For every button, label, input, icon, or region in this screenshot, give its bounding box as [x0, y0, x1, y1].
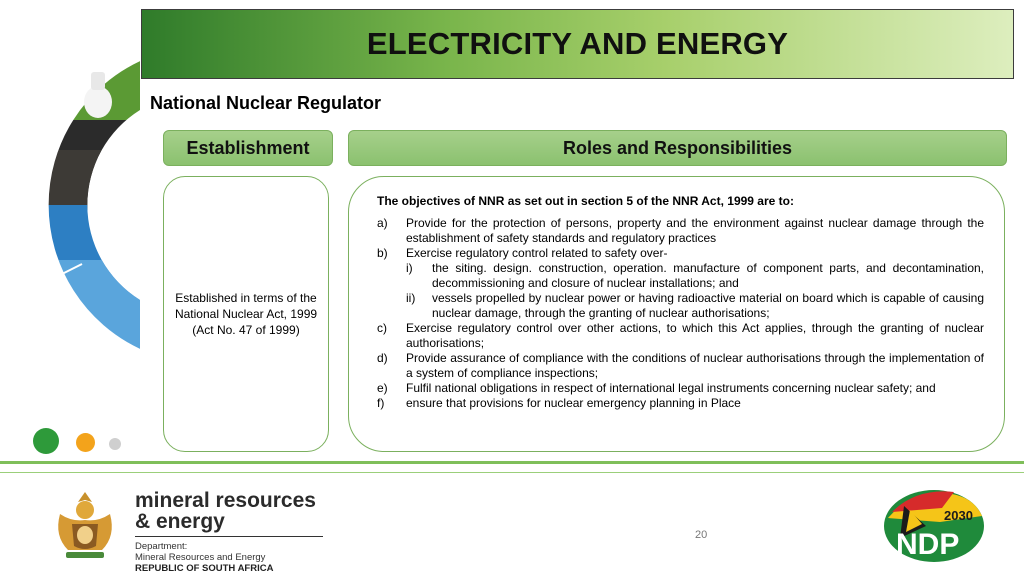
- ndp-text: NDP: [896, 528, 960, 561]
- list-marker: ii): [406, 291, 416, 305]
- list-text: ensure that provisions for nuclear emergency planning in Place: [406, 396, 741, 410]
- slide-subtitle: National Nuclear Regulator: [150, 93, 382, 113]
- list-marker: f): [377, 396, 385, 410]
- orange-dot: [76, 433, 95, 452]
- brand-line-2: & energy: [135, 510, 225, 533]
- objectives-heading: The objectives of NNR as set out in section 5 of the NNR Act, 1999 are to:: [377, 194, 794, 208]
- list-text: vessels propelled by nuclear power or having radioactive material on board which is capable of causing nuclear damage, through the granting of nuclear authorisations;: [432, 291, 984, 320]
- department-name: Mineral Resources and Energy: [135, 552, 266, 563]
- roles-box: [348, 176, 1005, 452]
- page-number: 20: [695, 529, 708, 541]
- list-marker: i): [406, 261, 413, 275]
- list-text: Exercise regulatory control related to safety over-: [406, 246, 668, 260]
- list-item: [377, 321, 984, 351]
- grey-dot: [109, 438, 121, 450]
- footer-divider: [0, 461, 1024, 464]
- department-branding: [135, 490, 323, 574]
- ndp-2030-logo: [882, 488, 986, 564]
- list-marker: e): [377, 381, 388, 395]
- department-label: Department:: [135, 541, 188, 552]
- list-text: Fulfil national obligations in respect of international legal instruments concerning nuclear safety; and: [406, 381, 936, 395]
- list-item: [377, 216, 984, 246]
- brand-line-1: mineral resources: [135, 489, 316, 512]
- list-text: the siting. design. construction, operation. manufacture of component parts, and decontamination, decommissioning and closure of nuclear installations; and: [432, 261, 984, 290]
- list-marker: b): [377, 246, 388, 260]
- list-marker: c): [377, 321, 387, 335]
- country-name: REPUBLIC OF SOUTH AFRICA: [135, 563, 274, 574]
- green-dot: [33, 428, 59, 454]
- list-text: Provide for the protection of persons, property and the environment against nuclear damage through the establishment of safety standards and regulatory practices: [406, 216, 984, 245]
- list-item: [377, 351, 984, 381]
- sub-list-item: [377, 291, 984, 321]
- list-item: [377, 246, 984, 261]
- footer-divider-thin: [0, 472, 1024, 473]
- slide-title: ELECTRICITY AND ENERGY: [366, 26, 789, 61]
- decorative-energy-image-ring: [0, 0, 140, 360]
- title-banner: [141, 9, 1014, 79]
- list-text: Exercise regulatory control over other actions, to which this Act applies, through the granting of nuclear authorisations;: [406, 321, 984, 350]
- list-text: Provide assurance of compliance with the conditions of nuclear authorisations through the implementation of a system of compliance inspections;: [406, 351, 984, 380]
- list-marker: a): [377, 216, 388, 230]
- sub-list-item: [377, 261, 984, 291]
- list-marker: d): [377, 351, 388, 365]
- coat-of-arms-logo: [50, 488, 120, 564]
- list-item: [377, 396, 984, 411]
- list-item: [377, 381, 984, 396]
- tab-establishment: Establishment: [163, 130, 333, 166]
- ndp-year: 2030: [944, 508, 973, 523]
- establishment-text: Established in terms of the National Nuclear Act, 1999 (Act No. 47 of 1999): [174, 290, 318, 338]
- brand-rule: [135, 536, 323, 537]
- tab-roles-and-responsibilities: Roles and Responsibilities: [348, 130, 1007, 166]
- establishment-box: [163, 176, 329, 452]
